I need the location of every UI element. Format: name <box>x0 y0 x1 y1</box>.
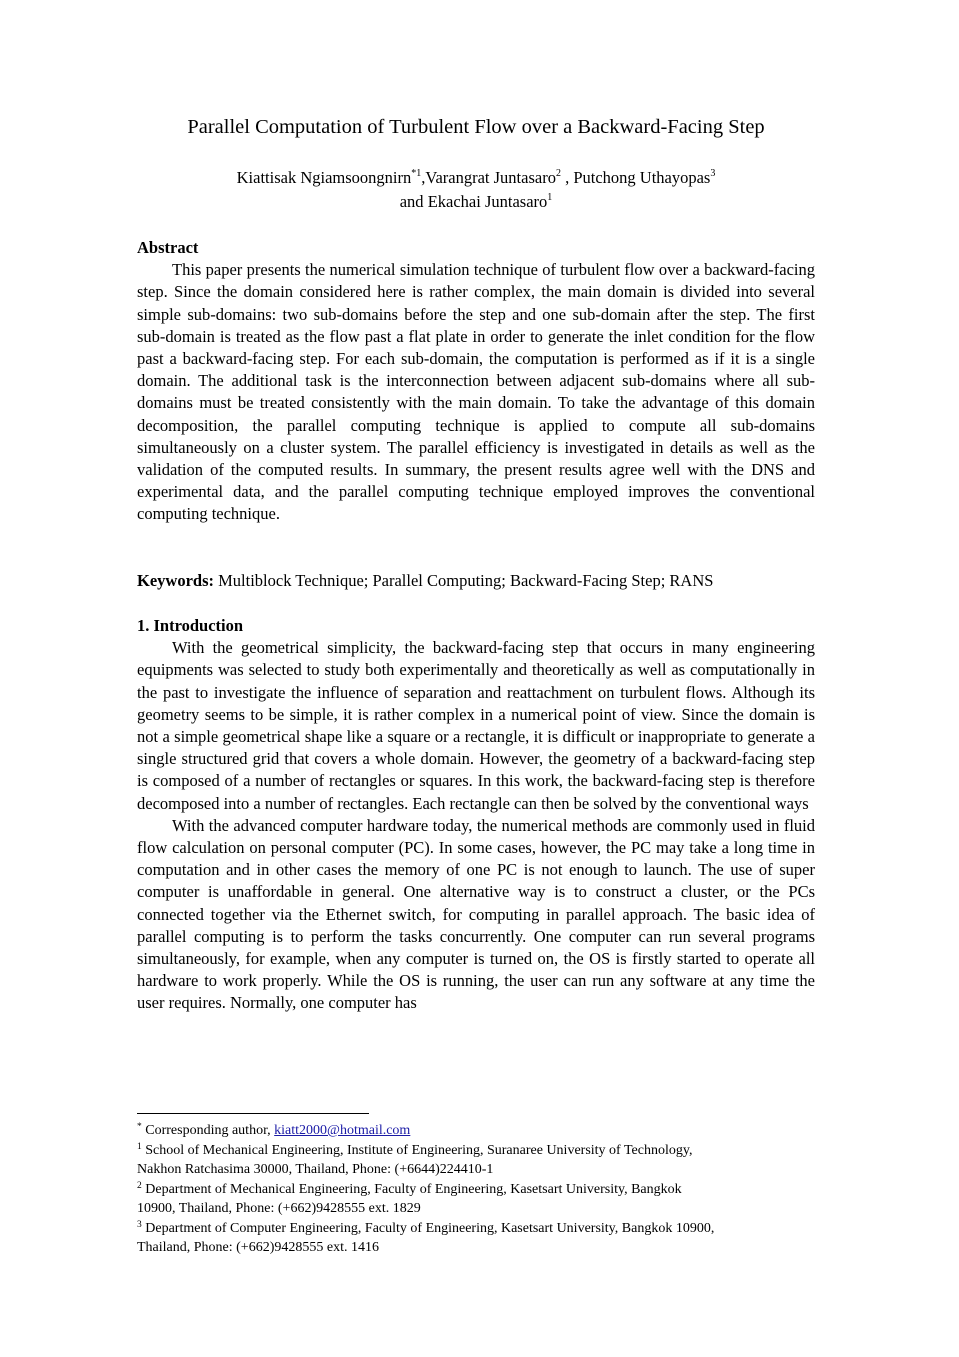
footnote-text: Department of Computer Engineering, Faculty of Engineering, Kasetsart University, Bangkok 10900, <box>141 1220 715 1236</box>
footnote-text: School of Mechanical Engineering, Institute of Engineering, Suranaree University of Technology, <box>141 1142 693 1158</box>
footnote-text: Corresponding author, <box>141 1123 275 1138</box>
footnote-3 <box>137 1219 815 1258</box>
author-affiliation-mark: *1 <box>411 168 422 179</box>
keywords-line <box>137 570 815 592</box>
footnote-divider <box>137 1113 369 1114</box>
abstract-section <box>137 237 815 526</box>
author-line-1 <box>137 166 815 190</box>
introduction-section <box>137 615 815 1015</box>
author-conjunction: and <box>399 192 428 211</box>
keywords-text: Multiblock Technique; Parallel Computing; Backward-Facing Step; RANS <box>214 571 714 590</box>
introduction-paragraph: With the advanced computer hardware today, the numerical methods are commonly used in fluid flow calculation on personal computer (PC). In some cases, however, the PC may take a long time in computation and in other cases the memory of one PC is not enough to launch. The use of super computer is unaffordable in general. One alternative way is to construct a cluster, or the PCs connected together via the Ethernet switch, for computing in parallel approach. The basic idea of parallel computing is to perform the tasks concurrently. One computer can run several programs simultaneously, for example, when any computer is turned on, the OS is firstly started to operate all hardware to work properly. While the OS is running, the user can run any software at any time the user requires. Normally, one computer has <box>137 815 815 1013</box>
footnote-mark: * <box>137 1122 142 1132</box>
footnote-text: 10900, Thailand, Phone: (+662)9428555 ext. 1829 <box>137 1201 421 1216</box>
author-name: Kiattisak Ngiamsoongnirn <box>236 168 412 187</box>
author-name: , Putchong Uthayopas <box>560 168 711 187</box>
footnote-text: Thailand, Phone: (+662)9428555 ext. 1416 <box>137 1240 379 1255</box>
footnotes <box>137 1121 815 1258</box>
author-line-2 <box>137 190 815 214</box>
introduction-heading: 1. Introduction <box>137 616 244 635</box>
footnote-1 <box>137 1141 815 1180</box>
footnote-text: Nakhon Ratchasima 30000, Thailand, Phone: (+6644)224410-1 <box>137 1162 494 1177</box>
email-link[interactable]: kiatt2000@hotmail.com <box>274 1123 411 1138</box>
author-list <box>137 166 815 214</box>
introduction-paragraph: With the geometrical simplicity, the backward-facing step that occurs in many engineering equipments was selected to study both experimentally and theoretically as well as computationally in the past to investigate the influence of separation and reattachment on turbulent flows. Although its geometry seems to be simple, it is rather complex in a numerical point of view. Since the domain is not a simple geometrical shape like a square or a rectangle, it is difficult or inappropriate to generate a single structured grid that covers a whole domain. However, the geometry of a backward-facing step is composed of a number of rectangles or squares. In this work, the backward-facing step is therefore decomposed into a number of rectangles. Each rectangle can then be solved by the conventional ways <box>137 638 815 813</box>
abstract-heading: Abstract <box>137 238 199 257</box>
keywords-label: Keywords: <box>137 571 214 590</box>
footnote-2 <box>137 1180 815 1219</box>
author-affiliation-mark: 3 <box>710 168 716 179</box>
footnote-corresponding <box>137 1121 815 1141</box>
author-affiliation-mark: 2 <box>555 168 561 179</box>
abstract-text: This paper presents the numerical simulation technique of turbulent flow over a backward-facing step. Since the domain considered here is rather complex, the main domain is divided into several simple sub-domains: two sub-domains before the step and one sub-domain after the step. The first sub-domain is treated as the flow past a flat plate in order to generate the inlet condition for the flow past a backward-facing step. For each sub-domain, the computation is performed as if it is a single domain. The additional task is the interconnection between adjacent sub-domains where all sub-domains must be treated consistently with the main domain. To take the advantage of this domain decomposition, the parallel computing technique is applied to compute all sub-domains simultaneously on a cluster system. The parallel efficiency is investigated in details as well as the validation of the computed results. In summary, the present results agree well with the DNS and experimental data, and the parallel computing technique employed improves the conventional computing technique. <box>137 260 815 524</box>
footnote-text: Department of Mechanical Engineering, Faculty of Engineering, Kasetsart University, Bangkok <box>141 1181 682 1197</box>
footnote-mark: 2 <box>137 1180 142 1191</box>
footnote-mark: 3 <box>137 1219 142 1230</box>
author-name: Ekachai Juntasaro <box>427 192 548 211</box>
paper-title: Parallel Computation of Turbulent Flow over a Backward-Facing Step <box>187 116 765 138</box>
author-affiliation-mark: 1 <box>547 192 553 203</box>
author-name: ,Varangrat Juntasaro <box>421 168 556 187</box>
footnote-mark: 1 <box>137 1141 142 1152</box>
